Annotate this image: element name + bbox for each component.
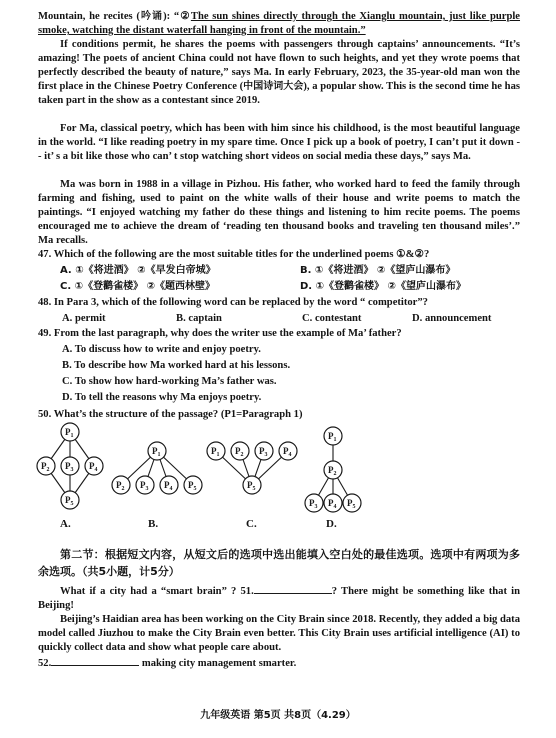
svg-text:P5: $P_5$ [247, 480, 256, 492]
diagram-d-node-p2 [324, 461, 342, 479]
diagram-b-node-p1 [148, 442, 166, 460]
cloze-line-3: 52. making city management smarter. [38, 655, 520, 671]
question-47-stem: 47. Which of the following are the most suitable titles for the underlined poems ①&②? [38, 249, 430, 260]
svg-text:P2: $P_2$ [235, 446, 244, 458]
diagram-d-node-p4 [324, 494, 342, 512]
q47-option-a[interactable]: A. ①《将进酒》 ②《早发白帝城》 [60, 265, 216, 276]
diagram-a-node-p4 [85, 457, 103, 475]
section-2-heading: 第二节：根据短文内容，从短文后的选项中选出能填入空白处的最佳选项。选项中有两项为多余选项。（共5小题，计5分） [38, 548, 520, 578]
svg-text:P3: $P_3$ [140, 480, 149, 492]
diagram-b-node-p3 [136, 476, 154, 494]
svg-text:P2: $P_2$ [41, 461, 50, 473]
diagram-a-node-p1 [61, 423, 79, 441]
diagram-c-node-p4 [279, 442, 297, 460]
diagram-d-node-p5 [343, 494, 361, 512]
cloze-paragraph-2: Beijing’s Haidian area has been working on the City Brain since 2018. Recently, they added a big data model called Jiuzhou to make the City Brain even better. This City Brain uses artificial intelligence (AI) to quickly collect data and show what people care about. [38, 614, 520, 653]
diagram-d-node-p1 [324, 427, 342, 445]
svg-text:P1: $P_1$ [65, 427, 74, 439]
q49-option-c[interactable]: C. To show how hard-working Ma’s father was. [62, 376, 277, 387]
blank-52[interactable] [51, 655, 139, 666]
diagram-c-node-p1 [207, 442, 225, 460]
q49-option-d[interactable]: D. To tell the reasons why Ma enjoys poetry. [62, 392, 262, 403]
svg-text:P3: $P_3$ [309, 498, 318, 510]
diagram-c-node-p5 [243, 476, 261, 494]
question-50-stem: 50. What’s the structure of the passage? (P1=Paragraph 1) [38, 409, 303, 420]
underlined-poem-2: The sun shines directly through the Xianglu mountain, just like purple smoke, watching the distant waterfall hanging in front of the mountain.” [38, 11, 521, 36]
svg-text:P1: $P_1$ [211, 446, 220, 458]
svg-text:P5: $P_5$ [65, 495, 74, 507]
svg-text:P1: $P_1$ [152, 446, 161, 458]
diagram-d-node-p3 [305, 494, 323, 512]
diagram-a-node-p5 [61, 491, 79, 509]
q48-option-a[interactable]: A. permit [62, 313, 106, 324]
question-49-stem: 49. From the last paragraph, why does the writer use the example of Ma’ father? [38, 328, 402, 339]
paragraph-1-tail: Mountain, he recites (吟诵): “②The sun shines directly through the Xianglu mountain, just like purple smoke, watching the distant waterfall hanging in front of the mountain.” [38, 11, 521, 36]
svg-text:P2: $P_2$ [116, 480, 125, 492]
svg-text:P3: $P_3$ [65, 461, 74, 473]
diagram-b-node-p4 [160, 476, 178, 494]
blank-51[interactable] [254, 583, 332, 594]
q47-option-d[interactable]: D. ①《登鹳雀楼》 ②《望庐山瀑布》 [300, 281, 466, 292]
svg-text:P4: $P_4$ [328, 498, 337, 510]
diagram-d-label[interactable]: D. [326, 518, 337, 530]
svg-text:P1: $P_1$ [328, 431, 337, 443]
question-48-stem: 48. In Para 3, which of the following word can be replaced by the word “ competitor”? [38, 297, 428, 308]
q49-option-b[interactable]: B. To describe how Ma worked hard at his lessons. [62, 360, 291, 371]
diagram-c-label[interactable]: C. [246, 518, 257, 530]
paragraph-2: If conditions permit, he shares the poems with passengers through captains’ announcements. “It’s amazing! The poets of ancient China could not have flown to such heights, and yet they wrote poems that perfectly described the beauty of nature,” says Ma. In early February, 2023, the 35-year-old man won the first place in the Chinese Poetry Conference (中国诗词大会), a popular show. This is the second time he has taken part in the show as a contestant since 2019. [38, 39, 520, 106]
q48-option-c[interactable]: C. contestant [302, 313, 362, 324]
q47-option-c[interactable]: C. ①《登鹳雀楼》 ②《题西林壁》 [60, 281, 216, 292]
q48-option-d[interactable]: D. announcement [412, 313, 492, 324]
paragraph-4: Ma was born in 1988 in a village in Pizhou. His father, who worked hard to feed the family through farming and fishing, used to paint on the white walls of their house and write poems to match the paintings. “I enjoyed watching my father do these things and listening to him recite poems. The poems encouraged me to achieve the dream of ‘reading ten thousand books and traveling ten thousand miles’.” Ma recalls. [38, 179, 520, 246]
diagram-b-node-p5 [184, 476, 202, 494]
diagram-c-node-p2 [231, 442, 249, 460]
q49-option-a[interactable]: A. To discuss how to write and enjoy poetry. [62, 344, 261, 355]
svg-text:P4: $P_4$ [164, 480, 173, 492]
diagram-a-node-p3 [61, 457, 79, 475]
svg-text:P5: $P_5$ [188, 480, 197, 492]
diagram-a-node-p2 [37, 457, 55, 475]
diagram-a-label[interactable]: A. [60, 518, 71, 530]
svg-text:P2: $P_2$ [328, 465, 337, 477]
q47-option-b[interactable]: B. ①《将进酒》 ②《望庐山瀑布》 [300, 265, 456, 276]
diagram-c-node-p3 [255, 442, 273, 460]
cloze-line-1: What if a city had a “smart brain” ? 51. ? There might be something like that in Beijing! [38, 583, 520, 613]
svg-text:P3: $P_3$ [259, 446, 268, 458]
paragraph-3: For Ma, classical poetry, which has been with him since his childhood, is the most beautiful language in the world. “I like reading poetry in my spare time. Once I pick up a book of poetry, I can’t put it down -- it’ s a bit like those who can’ t stop watching short videos on social media these days,” says Ma. [38, 123, 520, 162]
svg-text:P4: $P_4$ [283, 446, 292, 458]
diagram-b-node-p2 [112, 476, 130, 494]
svg-text:P4: $P_4$ [89, 461, 98, 473]
svg-text:P5: $P_5$ [347, 498, 356, 510]
page-footer: 九年级英语 第5页 共8页（4.29） [200, 710, 356, 721]
q48-option-b[interactable]: B. captain [176, 313, 222, 324]
diagram-b-label[interactable]: B. [148, 518, 159, 530]
